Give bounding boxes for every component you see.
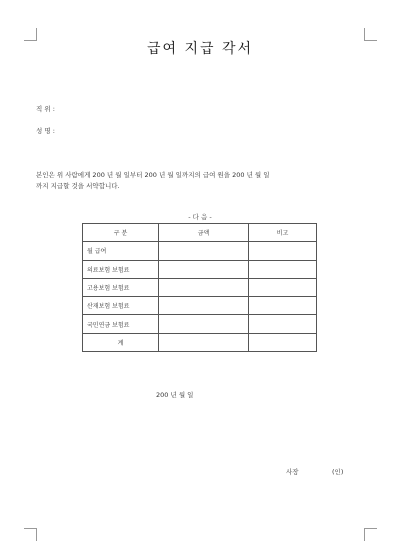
row-label: 국민연금 보험료 (83, 315, 159, 333)
total-amount (159, 333, 249, 351)
table-total-row (83, 333, 317, 351)
date-line: 200 년 월 일 (156, 391, 194, 399)
row-label: 의료보험 보험료 (83, 260, 159, 278)
row-amount (159, 297, 249, 315)
signature-label: 사장 (286, 468, 299, 476)
pledge-text-line-1: 본인은 위 사람에게 200 년 월 일부터 200 년 월 일까지의 급여 원을 200 년 월 일 (36, 171, 270, 179)
details-subheading: - 다 음 - (188, 213, 212, 221)
total-label: 계 (83, 333, 159, 351)
table-row (83, 278, 317, 296)
row-amount (159, 315, 249, 333)
header-category: 구 분 (83, 224, 159, 242)
name-label: 성 명 : (36, 127, 55, 135)
row-note (249, 278, 317, 296)
table-row (83, 260, 317, 278)
table-row (83, 297, 317, 315)
header-amount: 금액 (159, 224, 249, 242)
table-row (83, 315, 317, 333)
row-note (249, 242, 317, 260)
row-note (249, 315, 317, 333)
row-amount (159, 260, 249, 278)
table-row (83, 242, 317, 260)
row-amount (159, 278, 249, 296)
table-header-row (83, 224, 317, 242)
row-note (249, 297, 317, 315)
seal-mark: (인) (332, 468, 344, 476)
crop-mark-bottom-right (364, 528, 377, 541)
total-note (249, 333, 317, 351)
crop-mark-bottom-left (24, 528, 37, 541)
payment-table (82, 223, 317, 352)
row-label: 산재보험 보험료 (83, 297, 159, 315)
document-title: 급여 지급 각서 (146, 41, 254, 57)
position-label: 직 위 : (36, 105, 55, 113)
row-label: 고용보험 보험료 (83, 278, 159, 296)
row-amount (159, 242, 249, 260)
pledge-text-line-2: 까지 지급할 것을 서약합니다. (36, 182, 120, 190)
row-label: 월 급여 (83, 242, 159, 260)
row-note (249, 260, 317, 278)
header-note: 비고 (249, 224, 317, 242)
